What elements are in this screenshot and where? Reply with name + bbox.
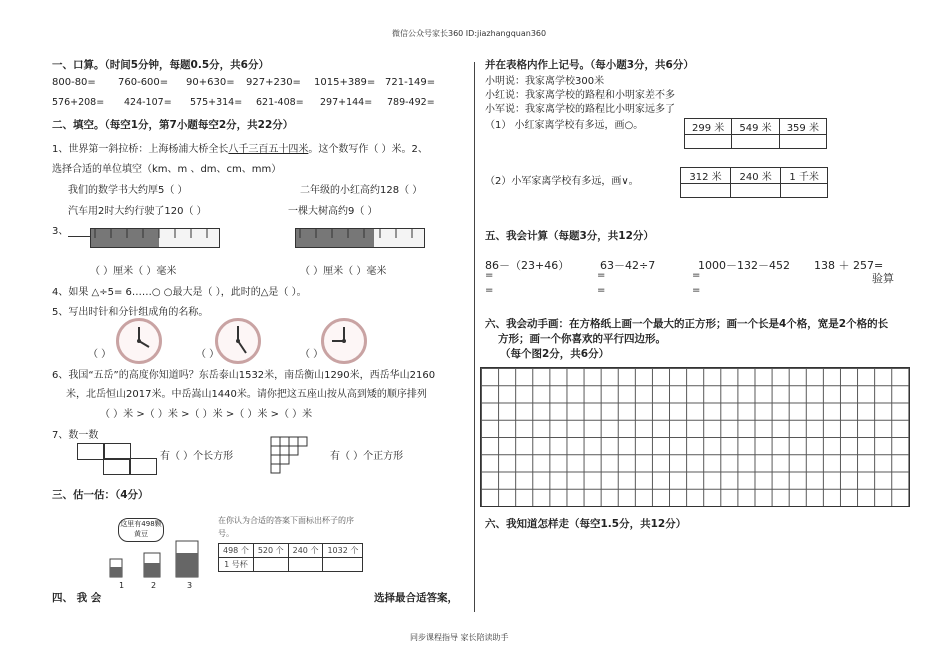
section-1-title: 一、口算。（时间5分钟，每题0.5分，共6分） <box>52 59 269 71</box>
estimate-table <box>218 543 363 572</box>
rect-shape <box>77 443 105 460</box>
question-7: 7、数一数 <box>52 430 99 441</box>
distance-option: 299 米 <box>685 119 732 135</box>
equals-sign: = <box>485 270 494 281</box>
calc-expr-3: 1000－132－452 <box>698 259 790 272</box>
distance-mark-cell <box>685 135 732 149</box>
rect-shape <box>103 458 131 475</box>
statement-xiaojun: 小军说：我家离学校的路程比小明家远多了 <box>485 104 675 115</box>
equals-sign: = <box>597 285 606 296</box>
distance-option: 1 千米 <box>781 168 828 184</box>
clock-hands <box>119 321 159 361</box>
section-6-score-note: （每个图2分，共6分） <box>500 348 610 360</box>
estimate-answer <box>323 558 363 572</box>
math-item: 90+630= <box>186 77 235 88</box>
section-5-title: 五、我会计算（每题3分，共12分） <box>485 230 654 242</box>
calc-expr-2: 63－42÷7 <box>600 259 656 272</box>
question-3b: （ ）厘米（ ）毫米 <box>300 266 387 277</box>
question-3: 3、 <box>52 226 69 237</box>
clock-icon-1 <box>116 318 162 364</box>
clock-icon-2 <box>215 318 261 364</box>
section-4-title-left: 四、 我 会 <box>52 592 102 604</box>
question-2d: 一棵大树高约9（ ） <box>288 206 378 217</box>
math-item: 760-600= <box>118 77 169 88</box>
ruler-1 <box>90 228 220 248</box>
section-3-title: 三、估一估：（4分） <box>52 489 149 501</box>
equals-sign: = <box>692 285 701 296</box>
estimate-option: 498 个 <box>219 544 254 558</box>
distance-mark-cell <box>779 135 826 149</box>
math-item: 800-80= <box>52 77 96 88</box>
question-2b: 二年级的小红高约128（ ） <box>300 185 423 196</box>
column-divider <box>474 62 475 612</box>
section-4-title-right: 选择最合适答案， <box>374 592 458 604</box>
distance-mark-cell <box>732 135 779 149</box>
estimate-answer <box>288 558 323 572</box>
speech-bubble: 这里有498颗黄豆 <box>118 518 164 542</box>
sub-question-2: （2）小军家离学校有多远，画∨。 <box>485 176 639 187</box>
estimate-answer: 1 号杯 <box>219 558 254 572</box>
question-5: 5、写出时针和分针组成角的名称。 <box>52 307 209 318</box>
section-6-title-line-2: 方形；画一个你喜欢的平行四边形。 <box>498 333 666 345</box>
cup-label-2: 2 <box>151 581 157 590</box>
distance-mark-cell <box>781 184 828 198</box>
statement-xiaoming: 小明说：我家离学校300米 <box>485 76 605 87</box>
question-2c: 汽车用2时大约行驶了120（ ） <box>68 206 207 217</box>
question-6-answer: （ ）米 >（ ）米 >（ ）米 >（ ）米 >（ ）米 <box>100 409 313 420</box>
statement-xiaohong: 小红说：我家离学校的路程和小明家差不多 <box>485 90 675 101</box>
ruler-2-ticks <box>296 229 424 247</box>
estimate-option: 520 个 <box>253 544 288 558</box>
page-footer: 同步课程指导 家长陪读助手 <box>410 633 509 642</box>
estimate-option: 1032 个 <box>323 544 363 558</box>
distance-table-1 <box>684 118 827 149</box>
math-item: 621-408= <box>256 97 304 108</box>
distance-mark-cell <box>731 184 781 198</box>
distance-mark-cell <box>681 184 731 198</box>
cup-label-3: 3 <box>187 581 193 590</box>
sub-question-1: （1） 小红家离学校有多远，画○。 <box>485 120 644 131</box>
distance-option: 312 米 <box>681 168 731 184</box>
clock-answer-1: （ ） <box>88 349 112 360</box>
math-item: 927+230= <box>246 77 301 88</box>
equals-sign: = <box>692 270 701 281</box>
check-label: 验算 <box>872 272 894 285</box>
clock-icon-3 <box>321 318 367 364</box>
equals-sign: = <box>485 285 494 296</box>
question-7a: 有（ ）个长方形 <box>160 451 234 462</box>
ruler-2 <box>295 228 425 248</box>
bean-cups-illustration <box>104 535 204 585</box>
underlined-number-words: 八千三百五十四米 <box>228 144 309 155</box>
clock-hands <box>324 321 364 361</box>
cup-label-1: 1 <box>119 581 125 590</box>
math-item: 1015+389= <box>314 77 376 88</box>
section-6-title: 六、我会动手画：在方格纸上画一个最大的正方形；画一个长是4个格，宽是2个格的长 <box>485 318 889 330</box>
section-2-title: 二、填空。（每空1分，第7小题每空2分，共22分） <box>52 119 294 131</box>
ruler-1-pointer <box>68 236 90 237</box>
distance-option: 359 米 <box>779 119 826 135</box>
calc-expr-1: 86－（23+46） <box>485 259 570 272</box>
estimate-prompt: 在你认为合适的答案下面标出杯子的序号。 <box>218 516 354 538</box>
question-4: 4、如果 △÷5= 6……○ ○最大是（ ），此时的△是（ ）。 <box>52 287 307 298</box>
question-2: 选择合适的单位填空（km、m 、dm、cm、mm） <box>52 164 282 175</box>
grid-paper[interactable] <box>480 367 910 507</box>
staircase-squares <box>270 436 318 484</box>
distance-option: 549 米 <box>732 119 779 135</box>
distance-table-2 <box>680 167 828 198</box>
equals-sign: = <box>597 270 606 281</box>
math-item: 576+208= <box>52 97 105 108</box>
question-6-line-1: 6、我国“五岳”的高度你知道吗？东岳泰山1532米，南岳衡山1290米，西岳华山2160 <box>52 370 436 381</box>
clock-hands <box>218 321 258 361</box>
ruler-1-ticks <box>91 229 219 247</box>
estimate-option: 240 个 <box>288 544 323 558</box>
question-2a: 我们的数学书大约厚5（ ） <box>68 185 188 196</box>
clock-answer-2: （ ） <box>196 349 220 360</box>
math-item: 721-149= <box>385 77 436 88</box>
page-header: 微信公众号家长360 ID:jiazhangquan360 <box>392 29 547 38</box>
math-item: 575+314= <box>190 97 243 108</box>
math-item: 297+144= <box>320 97 373 108</box>
math-item: 789-492= <box>387 97 435 108</box>
estimate-answer <box>253 558 288 572</box>
question-6-line-2: 米，北岳恒山2017米。中岳嵩山1440米。请你把这五座山按从高到矮的顺序排列 <box>66 389 427 400</box>
question-1: 1、世界第一斜拉桥：上海杨浦大桥全长八千三百五十四米。这个数写作（ ）米。2、 <box>52 144 428 155</box>
math-item: 424-107= <box>124 97 172 108</box>
section-7-title: 六、我知道怎样走（每空1.5分，共12分） <box>485 518 687 530</box>
section-4-continued-title: 并在表格内作上记号。（每小题3分，共6分） <box>485 59 694 71</box>
question-3a: （ ）厘米（ ）毫米 <box>90 266 177 277</box>
rect-shape <box>129 458 157 475</box>
question-7b: 有（ ）个正方形 <box>330 451 404 462</box>
clock-answer-3: （ ） <box>300 349 324 360</box>
distance-option: 240 米 <box>731 168 781 184</box>
calc-expr-4: 138 ＋ 257= <box>814 259 884 272</box>
